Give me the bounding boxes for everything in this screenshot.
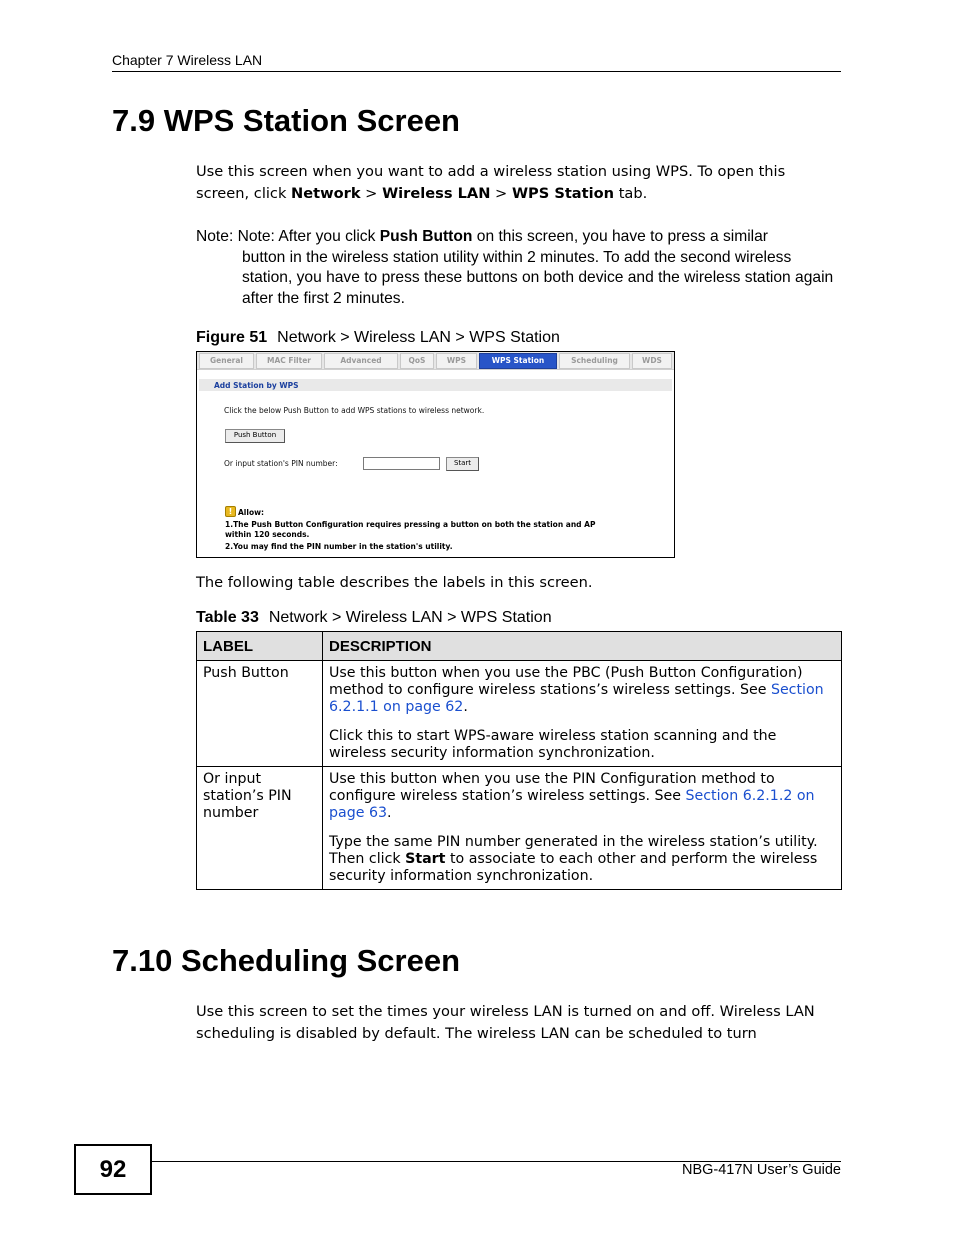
wps-intro-paragraph: Use this screen when you want to add a wireless station using WPS. To open this screen, click Network > Wireless LAN > WPS Station tab. [196,163,786,202]
tip-2: 2.You may find the PIN number in the station's utility. [225,542,453,551]
note-icon: ! [225,506,236,517]
nav-network: Network [291,185,361,202]
row-description: Use this button when you use the PIN Configuration method to configure wireless station’s wireless settings. See Section 6.2.1.2 on page 63. Type the same PIN number generated in the wireless station’s utility. Then click Start to associate to each other and perform the wireless security information synchronization. [323,767,842,890]
nav-wireless-lan: Wireless LAN [382,185,491,202]
table-row [197,767,842,890]
pin-number-input[interactable] [363,457,440,470]
chapter-header: Chapter 7 Wireless LAN [112,52,263,68]
row-label: Push Button [197,661,323,767]
tab-general[interactable]: General [199,353,254,369]
label-description-table [196,631,842,890]
nav-wps-station: WPS Station [511,185,615,202]
push-instruction: Click the below Push Button to add WPS stations to wireless network. [224,406,485,415]
tab-scheduling[interactable]: Scheduling [559,353,630,369]
add-station-title: Add Station by WPS [214,381,299,390]
guide-title: NBG-417N User’s Guide [681,1162,841,1178]
column-header-description: DESCRIPTION [323,632,842,661]
row-description: Use this button when you use the PBC (Push Button Configuration) method to configure wireless stations’s wireless settings. See Section 6.2.1.1 on page 62. Click this to start WPS-aware wireless station scanning and the wireless security information synchronization. [323,661,842,767]
table-intro: The following table describes the labels in this screen. [196,574,593,591]
scheduling-intro-paragraph: Use this screen to set the times your wireless LAN is turned on and off. Wireless LAN scheduling is disabled by default. The wireless LAN can be scheduled to turn [196,1003,815,1042]
note-block: Note: Note: After you click Push Button on this screen, you have to press a similar button in the wireless station utility within 2 minutes. To add the second wireless station, you have to press these buttons on both device and the wireless station again after the first 2 minutes. [196,228,834,307]
tab-advanced[interactable]: Advanced [324,353,398,369]
push-button[interactable]: Push Button [225,429,285,443]
tab-bar [197,352,674,370]
pin-label: Or input station's PIN number: [224,459,338,468]
column-header-label: LABEL [197,632,323,661]
table-header-row [197,632,842,661]
section-title-wps-station: 7.9 WPS Station Screen [112,103,460,138]
page-number: 92 [74,1144,152,1195]
start-button[interactable]: Start [446,457,479,471]
figure-caption: Figure 51 Network > Wireless LAN > WPS Station [196,329,560,346]
section-title-scheduling: 7.10 Scheduling Screen [112,943,461,978]
wps-station-screenshot [196,351,675,558]
allow-label: Allow: [238,508,265,517]
table-row [197,661,842,767]
tab-qos[interactable]: QoS [400,353,434,369]
tab-wds[interactable]: WDS [632,353,672,369]
row-label: Or input station’s PIN number [197,767,323,890]
header-divider [112,71,841,72]
section-link[interactable]: Section 6.2.1.2 on page 63 [329,788,815,821]
tab-mac-filter[interactable]: MAC Filter [256,353,322,369]
tip-1: 1.The Push Button Configuration requires pressing a button on both the station and AP within 120 seconds. [225,520,596,539]
tab-wps-station[interactable]: WPS Station [479,353,557,369]
section-link[interactable]: Section 6.2.1.1 on page 62 [329,682,824,715]
tab-wps[interactable]: WPS [436,353,477,369]
table-caption: Table 33 Network > Wireless LAN > WPS Station [196,609,552,626]
